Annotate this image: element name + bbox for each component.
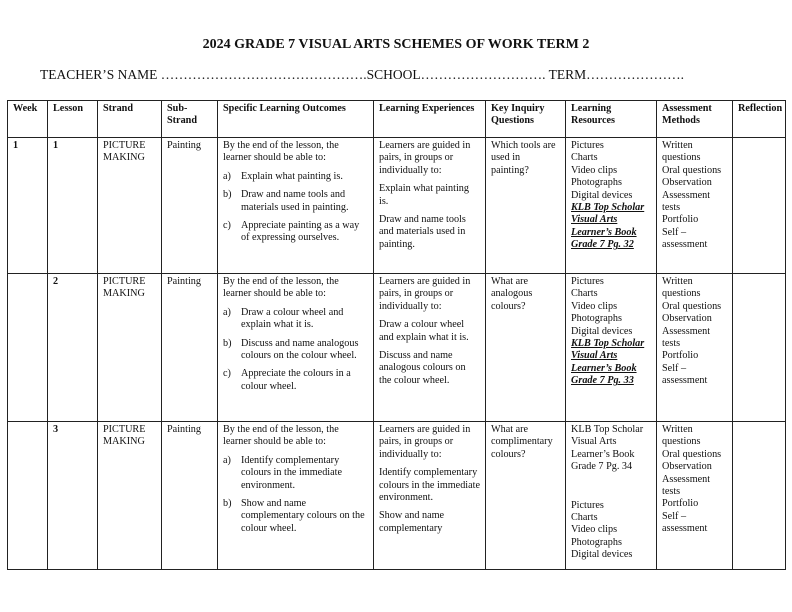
assessment-cell bbox=[657, 274, 733, 422]
assessment-item: Portfolio bbox=[662, 350, 699, 362]
resource-item: Digital devices bbox=[571, 189, 633, 201]
table-row bbox=[8, 274, 786, 422]
outcome-text: Draw and name tools and materials used in painting. bbox=[241, 189, 349, 213]
assessment-item: Portfolio bbox=[662, 498, 699, 510]
outcome-text: Appreciate the colours in a colour wheel. bbox=[241, 368, 351, 392]
resources-cell bbox=[566, 274, 657, 422]
outcome-text: Discuss and name analogous colours on the colour wheel. bbox=[241, 337, 359, 362]
outcome-text: Explain what painting is. bbox=[241, 170, 343, 182]
resource-item: Photographs bbox=[571, 177, 622, 189]
column-header: Assessment Methods bbox=[657, 101, 733, 138]
experience-text: Learners are guided in pairs, in groups or individually to: bbox=[379, 276, 471, 312]
column-header: Key Inquiry Questions bbox=[486, 101, 566, 138]
column-header: Learning Resources bbox=[566, 101, 657, 138]
column-header: Lesson bbox=[48, 101, 98, 138]
experience-text: Explain what painting is. bbox=[379, 183, 469, 207]
column-header: Strand bbox=[98, 101, 162, 138]
resource-book: KLB Top Scholar Visual Arts Learner’s Book Grade 7 Pg. 34 bbox=[571, 424, 644, 473]
resource-item: Pictures bbox=[571, 499, 604, 511]
outcome-item bbox=[223, 220, 368, 245]
lesson-cell: 2 bbox=[48, 274, 98, 422]
strand-cell: PICTURE MAKING bbox=[98, 422, 162, 570]
outcome-item bbox=[223, 171, 368, 183]
assessment-item: Written questions bbox=[662, 276, 701, 300]
slo-intro: By the end of the lesson, the learner should be able to: bbox=[223, 140, 339, 164]
assessment-item: Self – assessment bbox=[662, 226, 708, 251]
resource-book-link[interactable]: KLB Top Scholar Visual Arts Learner’s Book Grade 7 Pg. 32 bbox=[571, 202, 645, 251]
resources-cell bbox=[566, 422, 657, 570]
document-title: 2024 GRADE 7 VISUAL ARTS SCHEMES OF WORK TERM 2 bbox=[202, 37, 590, 52]
lesson-cell: 1 bbox=[48, 138, 98, 274]
lesson-cell: 3 bbox=[48, 422, 98, 570]
assessment-item: Assessment tests bbox=[662, 189, 711, 214]
column-header: Specific Learning Outcomes bbox=[218, 101, 374, 138]
inquiry-cell: Which tools are used in painting? bbox=[486, 138, 566, 274]
outcome-item bbox=[223, 498, 368, 535]
outcome-marker: a) bbox=[223, 306, 231, 318]
resource-item: Charts bbox=[571, 512, 598, 524]
table-row bbox=[8, 422, 786, 570]
outcome-text: Appreciate painting as a way of expressing ourselves. bbox=[241, 220, 360, 244]
outcome-marker: a) bbox=[223, 170, 231, 182]
assessment-item: Self – assessment bbox=[662, 362, 708, 387]
experiences-cell bbox=[374, 422, 486, 570]
strand-cell: PICTURE MAKING bbox=[98, 138, 162, 274]
experience-text: Show and name complementary bbox=[379, 510, 445, 534]
experience-text: Identify complementary colours in the immediate environment. bbox=[379, 467, 480, 504]
experience-text: Learners are guided in pairs, in groups or individually to: bbox=[379, 424, 471, 460]
assessment-item: Portfolio bbox=[662, 214, 699, 226]
resource-book-link[interactable]: KLB Top Scholar Visual Arts Learner’s Book Grade 7 Pg. 33 bbox=[571, 338, 645, 387]
assessment-item: Self – assessment bbox=[662, 510, 708, 535]
experiences-cell bbox=[374, 138, 486, 274]
column-header: Learning Experiences bbox=[374, 101, 486, 138]
week-cell bbox=[8, 274, 48, 422]
schemes-table bbox=[7, 100, 786, 570]
experiences-cell bbox=[374, 274, 486, 422]
experience-text: Learners are guided in pairs, in groups or individually to: bbox=[379, 140, 471, 176]
assessment-item: Observation bbox=[662, 461, 712, 473]
resource-item: Video clips bbox=[571, 524, 618, 536]
outcomes-cell bbox=[218, 138, 374, 274]
column-header: Sub-Strand bbox=[162, 101, 218, 138]
outcome-text: Show and name complementary colours on the colour wheel. bbox=[241, 498, 365, 534]
assessment-item: Written questions bbox=[662, 424, 701, 448]
outcome-text: Identify complementary colours in the immediate environment. bbox=[241, 454, 342, 491]
resource-item: Digital devices bbox=[571, 549, 633, 561]
inquiry-cell: What are analogous colours? bbox=[486, 274, 566, 422]
outcome-item bbox=[223, 307, 368, 332]
assessment-cell bbox=[657, 138, 733, 274]
outcomes-cell bbox=[218, 274, 374, 422]
outcome-text: Draw a colour wheel and explain what it is. bbox=[241, 306, 344, 331]
assessment-item: Oral questions bbox=[662, 448, 722, 460]
outcome-marker: b) bbox=[223, 189, 232, 201]
assessment-item: Assessment tests bbox=[662, 325, 711, 350]
outcome-marker: c) bbox=[223, 220, 231, 232]
teacher-school-term-line: TEACHER’S NAME ……………………………………….SCHOOL………………………. TERM…………………. bbox=[40, 67, 685, 82]
resources-cell bbox=[566, 138, 657, 274]
resource-item: Photographs bbox=[571, 536, 622, 548]
experience-text: Draw and name tools and materials used in painting. bbox=[379, 214, 466, 250]
sub-strand-cell: Painting bbox=[162, 138, 218, 274]
outcomes-cell bbox=[218, 422, 374, 570]
resource-item: Charts bbox=[571, 288, 598, 300]
reflection-cell[interactable] bbox=[733, 422, 786, 570]
week-cell: 1 bbox=[8, 138, 48, 274]
outcome-marker: b) bbox=[223, 498, 232, 510]
assessment-item: Observation bbox=[662, 313, 712, 325]
assessment-item: Observation bbox=[662, 177, 712, 189]
sub-strand-cell: Painting bbox=[162, 274, 218, 422]
resource-item: Pictures bbox=[571, 140, 604, 151]
outcome-marker: b) bbox=[223, 337, 232, 349]
week-cell bbox=[8, 422, 48, 570]
resource-item: Video clips bbox=[571, 300, 618, 312]
assessment-item: Oral questions bbox=[662, 164, 722, 176]
outcome-marker: a) bbox=[223, 454, 231, 466]
assessment-item: Oral questions bbox=[662, 300, 722, 312]
reflection-cell[interactable] bbox=[733, 274, 786, 422]
column-header: Reflection bbox=[733, 101, 786, 138]
resource-item: Digital devices bbox=[571, 325, 633, 337]
assessment-item: Written questions bbox=[662, 140, 701, 164]
experience-text: Discuss and name analogous colours on the colour wheel. bbox=[379, 350, 466, 386]
outcome-item bbox=[223, 455, 368, 492]
slo-intro: By the end of the lesson, the learner should be able to: bbox=[223, 424, 339, 448]
resource-item: Photographs bbox=[571, 313, 622, 325]
resource-item: Pictures bbox=[571, 276, 604, 287]
resource-item: Charts bbox=[571, 152, 598, 164]
sub-strand-cell: Painting bbox=[162, 422, 218, 570]
experience-text: Draw a colour wheel and explain what it is. bbox=[379, 319, 469, 343]
inquiry-cell: What are complimentary colours? bbox=[486, 422, 566, 570]
resource-item: Video clips bbox=[571, 164, 618, 176]
column-header: Week bbox=[8, 101, 48, 138]
outcome-item bbox=[223, 368, 368, 393]
reflection-cell[interactable] bbox=[733, 138, 786, 274]
table-row bbox=[8, 138, 786, 274]
slo-intro: By the end of the lesson, the learner should be able to: bbox=[223, 276, 339, 300]
assessment-cell bbox=[657, 422, 733, 570]
outcome-item bbox=[223, 338, 368, 363]
assessment-item: Assessment tests bbox=[662, 473, 711, 498]
outcome-item bbox=[223, 189, 368, 214]
outcome-marker: c) bbox=[223, 368, 231, 380]
strand-cell: PICTURE MAKING bbox=[98, 274, 162, 422]
